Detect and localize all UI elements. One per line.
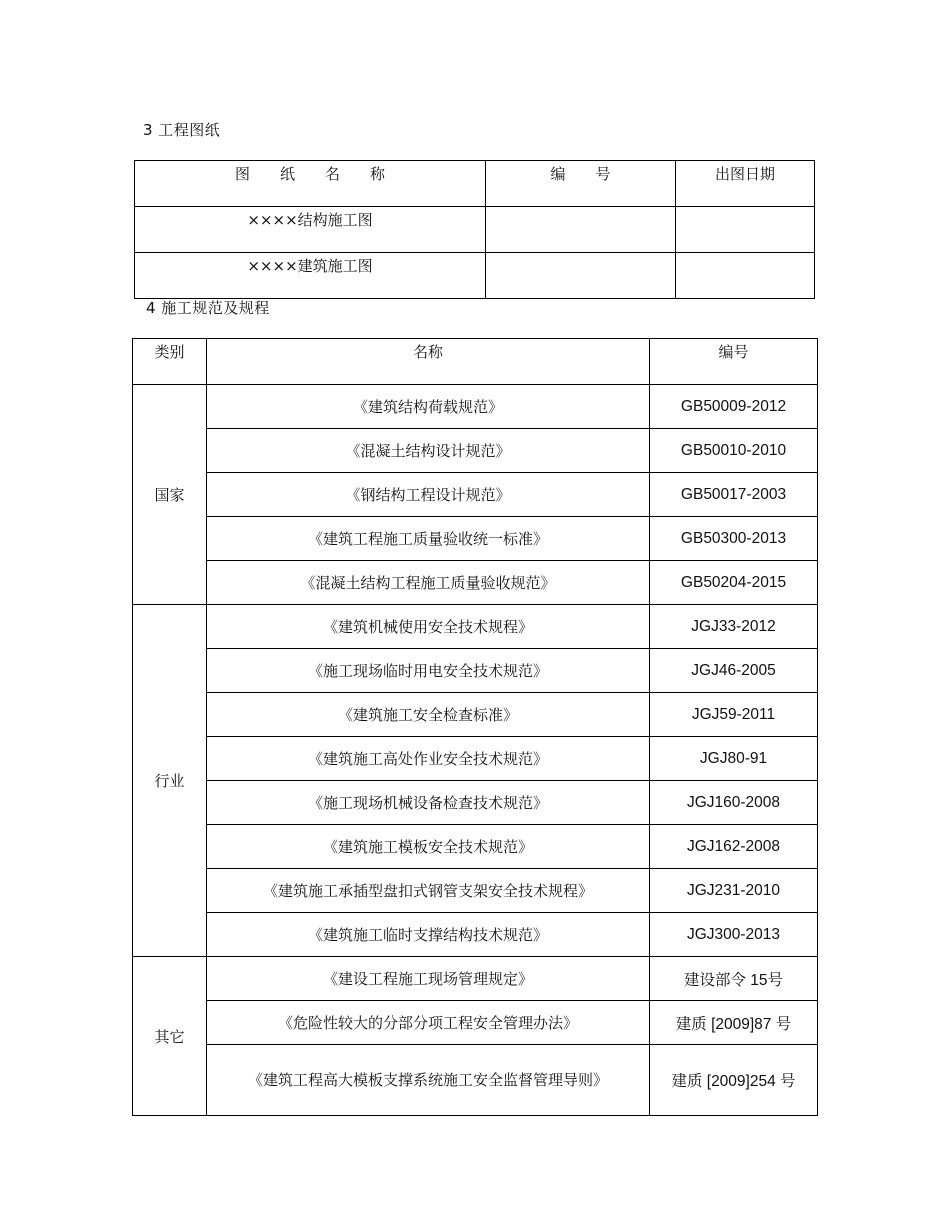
table-row [133, 781, 818, 825]
drawing-name-cell: ××××建筑施工图 [135, 253, 486, 299]
category-cell-industry: 行业 [133, 605, 207, 957]
table-row [135, 207, 815, 253]
header-code: 编号 [650, 339, 818, 385]
standard-code-cell: GB50300-2013 [650, 517, 818, 561]
category-cell-national: 国家 [133, 385, 207, 605]
standard-name-cell: 《建筑施工安全检查标准》 [207, 693, 650, 737]
table-row [133, 1045, 818, 1116]
standard-code-cell: GB50017-2003 [650, 473, 818, 517]
table-row [133, 693, 818, 737]
standard-code-cell: 建设部令 15号 [650, 957, 818, 1001]
standard-name-cell: 《建筑结构荷载规范》 [207, 385, 650, 429]
standard-name-cell: 《建筑施工高处作业安全技术规范》 [207, 737, 650, 781]
table-row [133, 737, 818, 781]
drawing-number-cell [486, 207, 676, 253]
standard-code-cell: GB50009-2012 [650, 385, 818, 429]
header-drawing-number: 编 号 [486, 161, 676, 207]
standards-table [132, 338, 818, 1116]
standard-code-cell: JGJ162-2008 [650, 825, 818, 869]
standard-name-cell: 《钢结构工程设计规范》 [207, 473, 650, 517]
table-header-row [135, 161, 815, 207]
standard-name-cell: 《施工现场机械设备检查技术规范》 [207, 781, 650, 825]
standard-name-cell: 《混凝土结构设计规范》 [207, 429, 650, 473]
standard-code-cell: 建质 [2009]254 号 [650, 1045, 818, 1116]
header-drawing-name: 图 纸 名 称 [135, 161, 486, 207]
standard-code-cell: 建质 [2009]87 号 [650, 1001, 818, 1045]
table-row [133, 913, 818, 957]
standard-code-cell: GB50204-2015 [650, 561, 818, 605]
drawings-table [134, 160, 815, 299]
standard-name-cell: 《建筑工程高大模板支撑系统施工安全监督管理导则》 [207, 1045, 650, 1116]
table-row [133, 825, 818, 869]
header-name: 名称 [207, 339, 650, 385]
standard-name-cell: 《混凝土结构工程施工质量验收规范》 [207, 561, 650, 605]
standard-code-cell: GB50010-2010 [650, 429, 818, 473]
standard-name-cell: 《建筑施工模板安全技术规范》 [207, 825, 650, 869]
table-row [133, 473, 818, 517]
standard-code-cell: JGJ33-2012 [650, 605, 818, 649]
table-row [133, 957, 818, 1001]
standard-code-cell: JGJ160-2008 [650, 781, 818, 825]
drawing-date-cell [676, 253, 815, 299]
drawing-number-cell [486, 253, 676, 299]
standard-name-cell: 《建筑施工临时支撑结构技术规范》 [207, 913, 650, 957]
header-category: 类别 [133, 339, 207, 385]
table-row [133, 561, 818, 605]
standard-code-cell: JGJ46-2005 [650, 649, 818, 693]
standard-name-cell: 《建筑工程施工质量验收统一标准》 [207, 517, 650, 561]
section-4-title: 4 施工规范及规程 [146, 299, 270, 317]
table-row [133, 869, 818, 913]
category-cell-other: 其它 [133, 957, 207, 1116]
standard-code-cell: JGJ59-2011 [650, 693, 818, 737]
table-header-row [133, 339, 818, 385]
drawing-name-cell: ××××结构施工图 [135, 207, 486, 253]
standard-name-cell: 《施工现场临时用电安全技术规范》 [207, 649, 650, 693]
standard-name-cell: 《建筑施工承插型盘扣式钢管支架安全技术规程》 [207, 869, 650, 913]
table-row [135, 253, 815, 299]
drawing-date-cell [676, 207, 815, 253]
standard-code-cell: JGJ231-2010 [650, 869, 818, 913]
standard-code-cell: JGJ300-2013 [650, 913, 818, 957]
section-3-title: 3 工程图纸 [143, 121, 221, 139]
standard-name-cell: 《建设工程施工现场管理规定》 [207, 957, 650, 1001]
header-issue-date: 出图日期 [676, 161, 815, 207]
standard-name-cell: 《危险性较大的分部分项工程安全管理办法》 [207, 1001, 650, 1045]
table-row [133, 1001, 818, 1045]
table-row [133, 517, 818, 561]
table-row [133, 605, 818, 649]
table-row [133, 429, 818, 473]
table-row [133, 385, 818, 429]
table-row [133, 649, 818, 693]
standard-code-cell: JGJ80-91 [650, 737, 818, 781]
standard-name-cell: 《建筑机械使用安全技术规程》 [207, 605, 650, 649]
